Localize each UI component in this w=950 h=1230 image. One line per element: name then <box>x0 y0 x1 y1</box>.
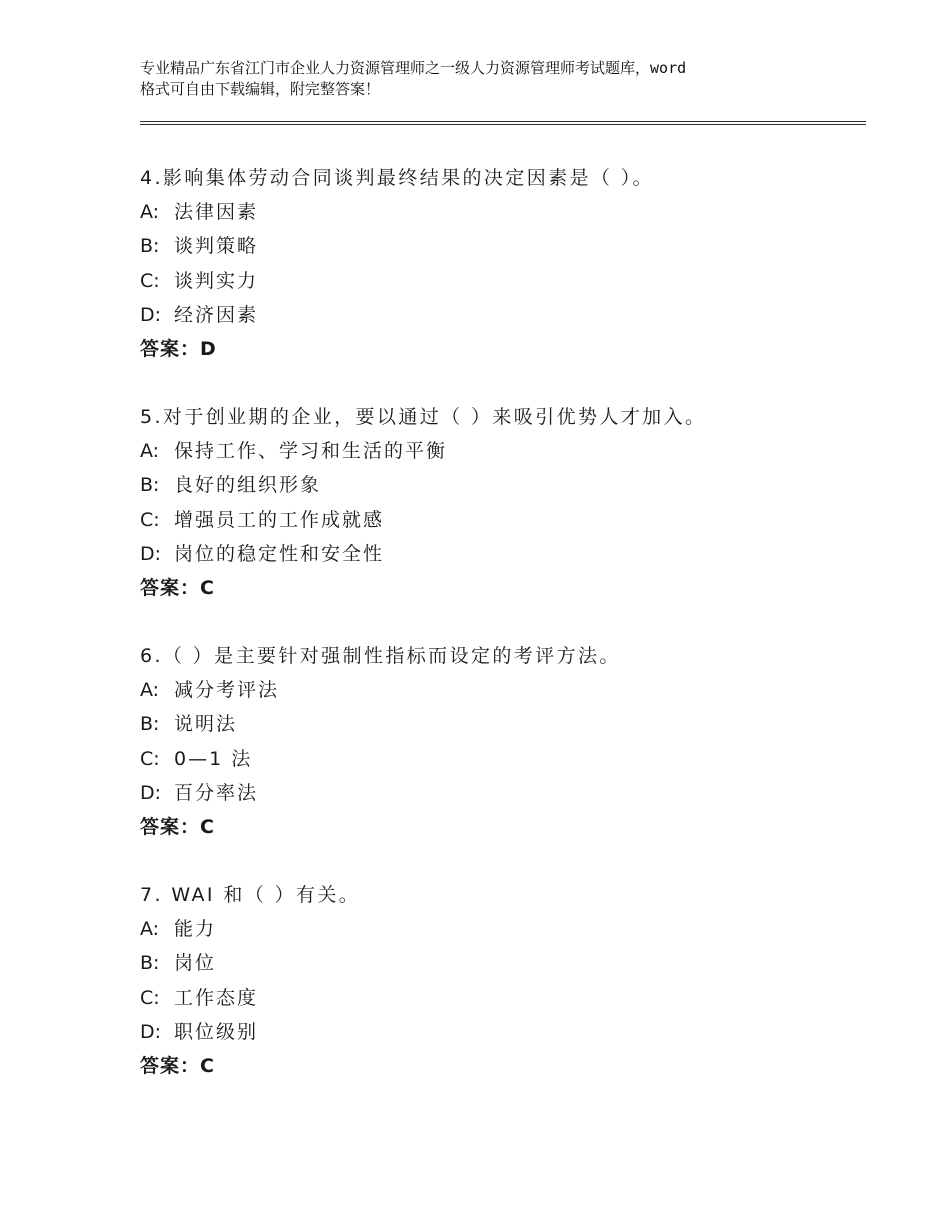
option-b <box>140 471 860 505</box>
option-text: 0—1 法 <box>174 747 253 770</box>
option-text: 保持工作、学习和生活的平衡 <box>174 440 448 463</box>
option-d <box>140 301 860 335</box>
option-key: C: <box>140 986 160 1009</box>
option-text: 法律因素 <box>174 201 259 224</box>
option-key: C: <box>140 508 160 531</box>
option-text: 能力 <box>174 918 217 941</box>
option-c <box>140 267 860 301</box>
option-b <box>140 949 860 983</box>
header-line-1: 专业精品广东省江门市企业人力资源管理师之一级人力资源管理师考试题库，word <box>140 59 687 77</box>
option-key: A: <box>140 201 160 224</box>
option-d <box>140 540 860 574</box>
option-text: 增强员工的工作成就感 <box>174 508 385 531</box>
option-key: D: <box>140 303 162 326</box>
header-divider-top <box>140 121 866 122</box>
option-text: 减分考评法 <box>174 679 280 702</box>
option-a <box>140 676 860 710</box>
option-text: 岗位 <box>174 952 217 975</box>
option-key: B: <box>140 235 160 258</box>
option-c <box>140 745 860 779</box>
option-text: 工作态度 <box>174 986 259 1009</box>
option-key: D: <box>140 542 162 565</box>
option-d <box>140 1018 860 1052</box>
option-a <box>140 198 860 232</box>
option-text: 谈判策略 <box>174 235 259 258</box>
option-key: B: <box>140 952 160 975</box>
option-text: 谈判实力 <box>174 269 259 292</box>
question-6 <box>140 642 860 847</box>
option-key: C: <box>140 747 160 770</box>
option-text: 职位级别 <box>174 1020 259 1043</box>
option-text: 岗位的稳定性和安全性 <box>174 542 385 565</box>
option-key: A: <box>140 679 160 702</box>
document-header <box>140 58 840 100</box>
question-stem: 5.对于创业期的企业，要以通过（ ）来吸引优势人才加入。 <box>140 406 707 428</box>
answer-line: 答案：C <box>140 1054 215 1077</box>
question-stem: 7. WAI 和（ ）有关。 <box>140 884 361 906</box>
question-7 <box>140 881 860 1086</box>
question-stem: 4.影响集体劳动合同谈判最终结果的决定因素是（ ）。 <box>140 167 655 189</box>
answer-line: 答案：C <box>140 576 215 599</box>
option-key: A: <box>140 440 160 463</box>
option-text: 说明法 <box>174 713 238 736</box>
option-c <box>140 984 860 1018</box>
option-text: 良好的组织形象 <box>174 474 322 497</box>
option-c <box>140 506 860 540</box>
option-key: B: <box>140 713 160 736</box>
answer-line: 答案：C <box>140 815 215 838</box>
question-4 <box>140 164 860 369</box>
option-text: 经济因素 <box>174 303 259 326</box>
option-key: D: <box>140 1020 162 1043</box>
option-a <box>140 437 860 471</box>
option-key: A: <box>140 918 160 941</box>
option-key: B: <box>140 474 160 497</box>
option-d <box>140 779 860 813</box>
question-stem: 6.（ ）是主要针对强制性指标而设定的考评方法。 <box>140 645 621 667</box>
option-key: C: <box>140 269 160 292</box>
option-a <box>140 915 860 949</box>
option-text: 百分率法 <box>174 781 259 804</box>
answer-line: 答案：D <box>140 337 217 360</box>
option-b <box>140 232 860 266</box>
option-b <box>140 710 860 744</box>
option-key: D: <box>140 781 162 804</box>
question-5 <box>140 403 860 608</box>
header-divider-bottom <box>140 124 866 125</box>
header-line-2: 格式可自由下载编辑，附完整答案！ <box>140 80 381 98</box>
